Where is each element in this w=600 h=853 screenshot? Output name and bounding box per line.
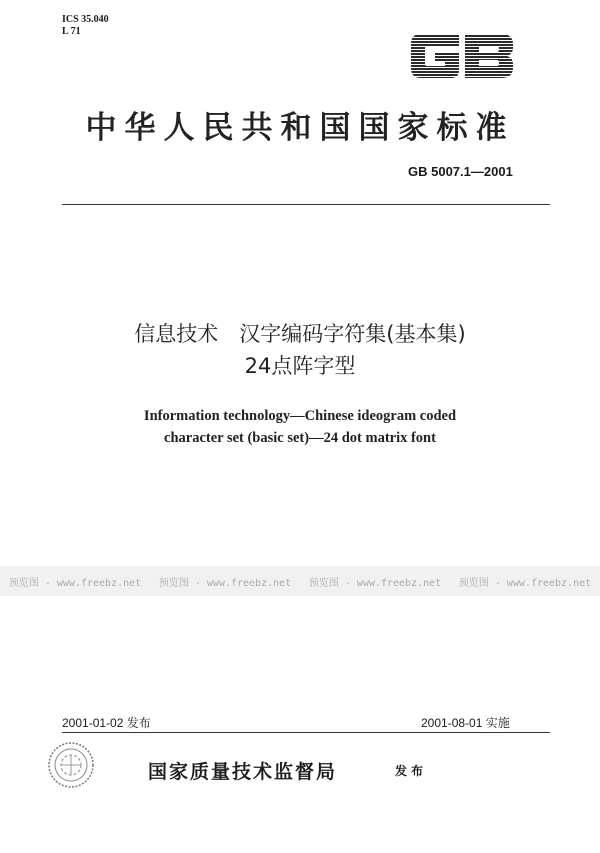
issuing-authority: 国家质量技术监督局 [148,761,338,783]
issuer-action: 发布 [395,764,428,778]
header-divider [62,204,550,205]
chinese-title-line-2: 24点阵字型 [244,354,356,378]
standard-number: GB 5007.1—2001 [408,164,513,179]
implementation-date: 2001-08-01 实施 [421,716,510,730]
watermark-text: 预览图 - www.freebz.net [458,577,592,589]
ccs-code: L 71 [62,26,81,37]
watermark-text: 预览图 - www.freebz.net [8,577,142,589]
watermark-band [0,566,600,596]
gb-logo [407,26,517,86]
national-standard-title: 中华人民共和国国家标准 [85,110,515,146]
watermark-text: 预览图 - www.freebz.net [158,577,292,589]
issue-date: 2001-01-02 发布 [62,716,151,730]
watermark-text: 预览图 - www.freebz.net [308,577,442,589]
issuer-seal-icon [46,740,96,790]
classification-codes [62,14,109,38]
english-title-line-2: character set (basic set)—24 dot matrix font [164,430,436,446]
footer-divider [62,732,550,733]
chinese-title-line-1: 信息技术 汉字编码字符集(基本集) [134,322,466,346]
ics-code: ICS 35.040 [62,14,109,25]
english-title-line-1: Information technology—Chinese ideogram coded [143,408,457,424]
